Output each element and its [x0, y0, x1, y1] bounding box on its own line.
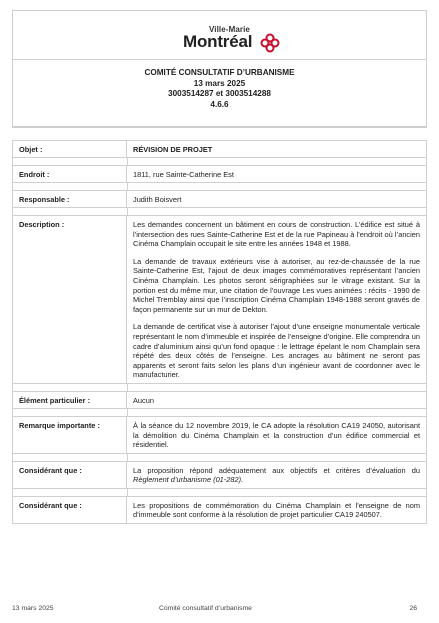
row-separator [13, 489, 426, 497]
value-considerant-2 [127, 497, 426, 523]
row-objet [13, 141, 426, 158]
details-table [12, 140, 427, 524]
label-objet: Objet : [13, 141, 127, 157]
description-paragraph-1: Les demandes concernent un bâtiment en cours de construction. L’édifice est situé à l’intersection des rues Sainte-Catherine Est et de la rue Papineau à l’endroit où l’ancien Cinéma Champlain occupait le site entre les années 1948 et 1988. [133, 220, 420, 249]
label-element: Élément particulier : [13, 392, 127, 408]
remarque-text: À la séance du 12 novembre 2019, le CA adopte la résolution CA19 24050, autorisant la démolition du Cinéma Champlain et la construction d’un édifice commercial et résidentiel. [133, 420, 420, 450]
label-considerant-1: Considérant que : [13, 462, 127, 488]
meeting-title-block [13, 60, 426, 127]
value-element: Aucun [133, 395, 154, 405]
considerant-1-text [133, 466, 420, 485]
considerant-1-text-end: . [241, 475, 244, 485]
row-remarque [13, 417, 426, 454]
row-endroit [13, 166, 426, 183]
label-description: Description : [13, 216, 127, 383]
committee-title: COMITÉ CONSULTATIF D’URBANISME [144, 68, 295, 77]
file-numbers: 3003514287 et 3003514288 [168, 89, 271, 98]
agenda-item: 4.6.6 [210, 99, 229, 109]
value-endroit: 1811, rue Sainte-Catherine Est [133, 170, 234, 179]
logo-borough: Ville-Marie [209, 25, 250, 34]
row-separator [13, 183, 426, 191]
row-separator [13, 409, 426, 417]
considerant-1-text-start: La proposition répond adéquatement aux objectifs et critères d’évaluation du [133, 465, 420, 475]
page-number: 26 [409, 605, 417, 612]
label-remarque: Remarque importante : [13, 417, 127, 453]
header-frame [12, 10, 427, 128]
montreal-rosette-icon [260, 33, 280, 53]
considerant-2-text: Les propositions de commémoration du Cinéma Champlain et l’enseigne de nom d’immeuble sont conforme à la résolution de projet particulier CA19 240507. [133, 500, 420, 520]
label-endroit: Endroit : [13, 166, 127, 182]
footer-committee: Comité consultatif d’urbanisme [159, 605, 252, 612]
value-description [127, 216, 426, 383]
value-objet: RÉVISION DE PROJET [133, 145, 213, 154]
row-considerant-2 [13, 497, 426, 523]
description-paragraph-2: La demande de travaux extérieurs vise à autoriser, au rez-de-chaussée de la rue Sainte-Catherine Est, l’ajout de deux images commémoratives représentant l’ancien Cinéma Champlain. Les photos seront sérigraphiées sur le vitrage existant. Sur la portion est du même mur, une citation de l’ouvrage Les vues animées : récits - 1990 de Michel Tremblay ainsi que l’inscription Cinéma Champlain 1948-1988 seront gravés de façon permanente sur un mur de Dekton. [133, 256, 420, 314]
meeting-date: 13 mars 2025 [193, 78, 246, 88]
label-considerant-2: Considérant que : [13, 497, 127, 523]
row-description [13, 216, 426, 384]
row-separator [13, 384, 426, 392]
logo-city: Montréal [183, 32, 253, 51]
row-separator [13, 208, 426, 216]
document-page [12, 10, 427, 524]
label-responsable: Responsable : [13, 191, 127, 207]
value-remarque [127, 417, 426, 453]
row-separator [13, 454, 426, 462]
row-separator [13, 158, 426, 166]
row-considerant-1 [13, 462, 426, 489]
row-responsable [13, 191, 426, 208]
value-considerant-1 [127, 462, 426, 488]
row-element [13, 392, 426, 409]
logo-area [13, 11, 426, 60]
value-responsable: Judith Boisvert [133, 195, 182, 204]
footer-date: 13 mars 2025 [12, 605, 54, 612]
regulation-reference: Règlement d’urbanisme (01-282) [133, 475, 242, 485]
spacer [12, 128, 427, 140]
description-paragraph-3: La demande de certificat vise à autoriser l’ajout d’une enseigne monumentale verticale représentant le nom d’immeuble et inspirée de l’enseigne d’origine. Elle comprendra un cadre d’aluminium ainsi qu’un fond opaque : le lettrage épelant le nom Champlain sera répété des deux côtés de l’enseigne. Les ancrages au bâtiment ne seront pas apparents et seront faits selon les plans d’un ingénieur avant de coordonner avec le manufacturier. [133, 322, 420, 380]
